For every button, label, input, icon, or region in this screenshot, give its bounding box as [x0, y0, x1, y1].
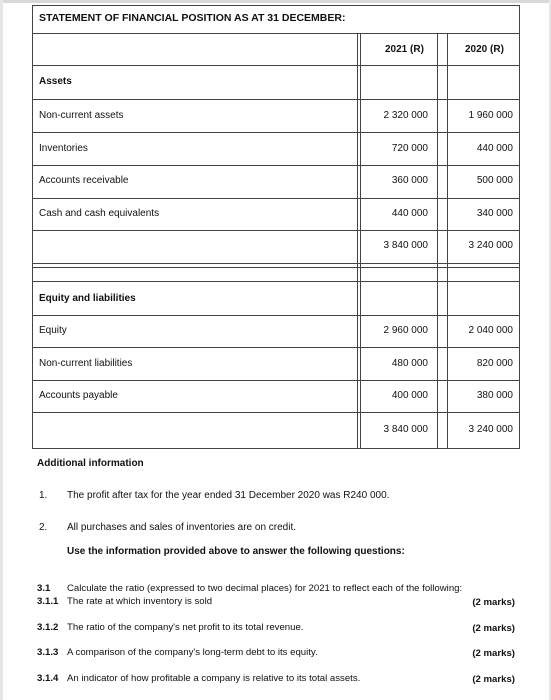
- asset-value-2020: 440 000: [476, 143, 513, 154]
- info-item-number: 2.: [39, 522, 48, 533]
- asset-value-2021: 360 000: [391, 175, 428, 186]
- equity-total-2020: 3 240 000: [468, 424, 513, 435]
- asset-value-2021: 2 320 000: [383, 110, 428, 121]
- row-line: [32, 165, 520, 166]
- col-sep-a1: [357, 33, 358, 449]
- equity-liability-label: Non-current liabilities: [39, 358, 133, 369]
- assets-total-2021: 3 840 000: [383, 240, 428, 251]
- question-text: A comparison of the company's long-term debt to its equity.: [67, 647, 318, 658]
- equity-liabilities-heading: Equity and liabilities: [39, 293, 136, 304]
- additional-info-heading: Additional information: [37, 458, 144, 469]
- equity-liability-value-2021: 480 000: [391, 358, 428, 369]
- question-number: 3.1: [37, 583, 51, 594]
- asset-value-2021: 720 000: [391, 143, 428, 154]
- asset-value-2021: 440 000: [391, 208, 428, 219]
- col-sep-b2: [447, 33, 448, 449]
- statement-title: STATEMENT OF FINANCIAL POSITION AS AT 31 DECEMBER:: [39, 12, 346, 24]
- question-text: The ratio of the company's net profit to its total revenue.: [67, 622, 304, 633]
- asset-label: Accounts receivable: [39, 175, 129, 186]
- question-number: 3.1.4: [37, 673, 59, 684]
- assets-heading: Assets: [39, 76, 72, 87]
- row-line: [32, 412, 520, 413]
- question-marks: (2 marks): [472, 674, 515, 685]
- row-line: [32, 230, 520, 231]
- row-line: [32, 99, 520, 100]
- equity-liability-value-2021: 2 960 000: [383, 325, 428, 336]
- question-text: An indicator of how profitable a company is relative to its total assets.: [67, 673, 361, 684]
- question-number: 3.1.2: [37, 622, 59, 633]
- info-item-text: The profit after tax for the year ended 31 December 2020 was R240 000.: [67, 490, 390, 501]
- question-marks: (2 marks): [472, 597, 515, 608]
- assets-total-2020: 3 240 000: [468, 240, 513, 251]
- page-top-border: [0, 0, 551, 3]
- page-left-edge: [0, 0, 3, 700]
- question-text: The rate at which inventory is sold: [67, 596, 213, 607]
- asset-label: Non-current assets: [39, 110, 124, 121]
- asset-value-2020: 1 960 000: [468, 110, 513, 121]
- question-marks: (2 marks): [472, 623, 515, 634]
- info-item-number: 1.: [39, 490, 48, 501]
- equity-total-2021: 3 840 000: [383, 424, 428, 435]
- question-number: 3.1.1: [37, 596, 59, 607]
- row-line: [32, 380, 520, 381]
- instruction-text: Use the information provided above to answer the following questions:: [67, 546, 405, 557]
- row-line: [32, 132, 520, 133]
- row-line: [32, 281, 520, 282]
- equity-liability-value-2020: 380 000: [476, 390, 513, 401]
- asset-value-2020: 500 000: [476, 175, 513, 186]
- equity-liability-label: Accounts payable: [39, 390, 118, 401]
- row-line: [32, 315, 520, 316]
- info-item-text: All purchases and sales of inventories are on credit.: [67, 522, 297, 533]
- col-sep-b1: [437, 33, 438, 449]
- header-divider: [32, 65, 520, 66]
- equity-liability-value-2020: 2 040 000: [468, 325, 513, 336]
- equity-liability-value-2021: 400 000: [391, 390, 428, 401]
- col-header-2020: 2020 (R): [465, 44, 504, 55]
- question-intro: Calculate the ratio (expressed to two decimal places) for 2021 to reflect each of the following:: [67, 583, 463, 594]
- row-line: [32, 347, 520, 348]
- asset-label: Cash and cash equivalents: [39, 208, 160, 219]
- row-line: [32, 267, 520, 268]
- question-number: 3.1.3: [37, 647, 59, 658]
- asset-value-2020: 340 000: [476, 208, 513, 219]
- asset-label: Inventories: [39, 143, 88, 154]
- equity-liability-value-2020: 820 000: [476, 358, 513, 369]
- row-line: [32, 198, 520, 199]
- col-sep-a2: [360, 33, 361, 449]
- row-line: [32, 263, 520, 264]
- question-marks: (2 marks): [472, 648, 515, 659]
- col-header-2021: 2021 (R): [385, 44, 424, 55]
- equity-liability-label: Equity: [39, 325, 67, 336]
